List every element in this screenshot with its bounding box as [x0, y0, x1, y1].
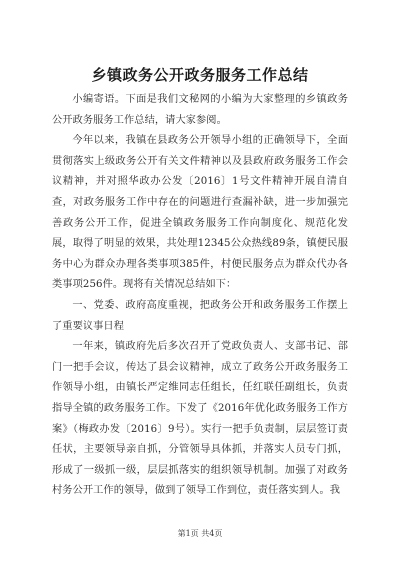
- section-heading-paragraph: 一、党委、政府高度重视，把政务公开和政务服务工作摆上了重要议事日程: [52, 299, 348, 332]
- summary-paragraph: 今年以来，我镇在县政务公开领导小组的正确领导下，全面贯彻落实上级政务公开有关文件精神以及县政府政务服务工作会议精神，并对照华政办公发〔2016〕1号文件精神开展自清自查，对政务服务工作中存在的问题进行查漏补缺，进一步加强完善政务公开工作，促进全镇政务服务工作向制度化、规范化发展，取得了明显的效果，共处理12345公众热线89条，镇便民服务中心为群众办理各类事项385件，村便民服务点为群众代办各类事项256件。现将有关情况总结如下：: [52, 135, 348, 291]
- intro-paragraph: 小编寄语。下面是我们文秘网的小编为大家整理的乡镇政务公开政务服务工作总结，请大家参阅。: [52, 94, 348, 126]
- section-body-paragraph: 一年来，镇政府先后多次召开了党政负责人、支部书记、部门一把手会议，传达了县会议精神，成立了政务公开政务服务工作领导小组，由镇长严定维同志任组长，任红联任副组长，负责指导全镇的政务服务工作。下发了《2016年优化政务服务工作方案》（梅政办发〔2016〕9号）。实行一把手负责制，层层签订责任状，主要领导亲自抓，分管领导具体抓，并落实人员专门抓，形成了一级抓一级，层层抓落实的组织领导机制。加强了对政务村务公开工作的领导，做到了领导工作到位，责任落实到人。我: [52, 341, 348, 497]
- page-footer: 第1页 共4页: [177, 529, 223, 538]
- document-title: 乡镇政务公开政务服务工作总结: [91, 66, 309, 84]
- document-body: [52, 90, 348, 502]
